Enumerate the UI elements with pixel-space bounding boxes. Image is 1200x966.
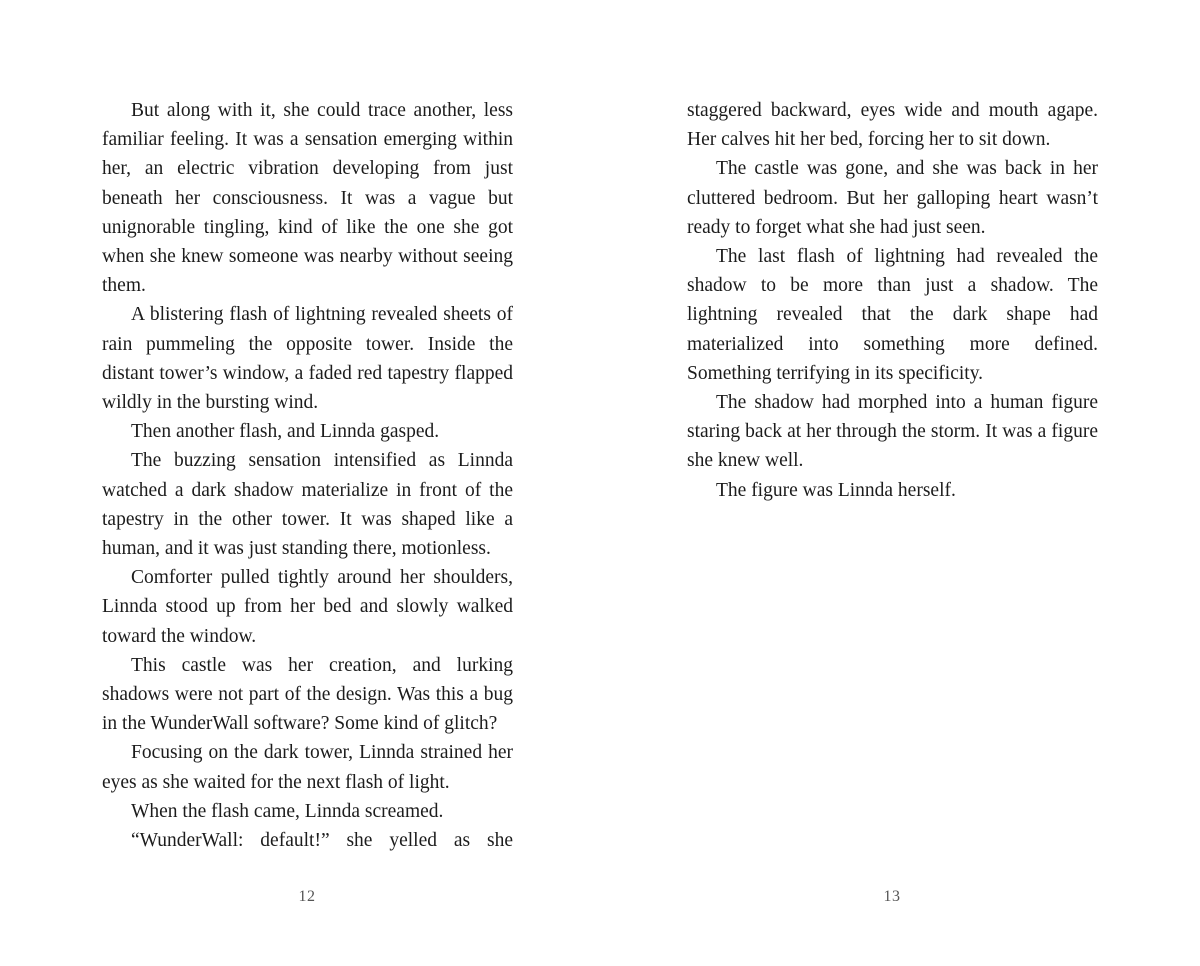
paragraph: Focusing on the dark tower, Linnda strained her eyes as she waited for the next flash of light.: [102, 742, 513, 793]
paragraph: A blistering flash of lightning revealed sheets of rain pummeling the opposite tower. Inside the distant tower’s window, a faded red tapestry flapped wildly in the bursting wind.: [102, 304, 513, 414]
paragraph: The shadow had morphed into a human figure staring back at her through the storm. It was a figure she knew well.: [687, 392, 1098, 472]
paragraph: The last flash of lightning had revealed the shadow to be more than just a shadow. The lightning revealed that the dark shape had materialized into something more defined. Something terrifying in its specificity.: [687, 246, 1098, 384]
paragraph: When the flash came, Linnda screamed.: [131, 800, 444, 822]
paragraph: Then another flash, and Linnda gasped.: [131, 421, 440, 443]
paragraph-continuation: staggered backward, eyes wide and mouth agape. Her calves hit her bed, forcing her to sit down.: [687, 100, 1098, 151]
page-number-right: 13: [883, 888, 901, 905]
paragraph: The castle was gone, and she was back in her cluttered bedroom. But her galloping heart wasn’t ready to forget what she had just seen.: [687, 158, 1098, 238]
paragraph: The buzzing sensation intensified as Linnda watched a dark shadow materialize in front of the tapestry in the other tower. It was shaped like a human, and it was just standing there, motionless.: [102, 450, 513, 560]
page-number-left: 12: [298, 888, 316, 905]
paragraph: Comforter pulled tightly around her shoulders, Linnda stood up from her bed and slowly walked toward the window.: [102, 567, 513, 647]
left-page-text: [102, 96, 513, 855]
paragraph: The figure was Linnda herself.: [716, 479, 956, 501]
paragraph: But along with it, she could trace another, less familiar feeling. It was a sensation emerging within her, an electric vibration developing from just beneath her consciousness. It was a vague but unignorable tingling, kind of like the one she got when she knew someone was nearby without seeing them.: [102, 100, 513, 297]
right-page-text: [687, 96, 1098, 505]
paragraph-continued: “WunderWall: default!” she yelled as she: [131, 830, 513, 852]
paragraph: This castle was her creation, and lurking shadows were not part of the design. Was this a bug in the WunderWall software? Some kind of glitch?: [102, 654, 513, 735]
